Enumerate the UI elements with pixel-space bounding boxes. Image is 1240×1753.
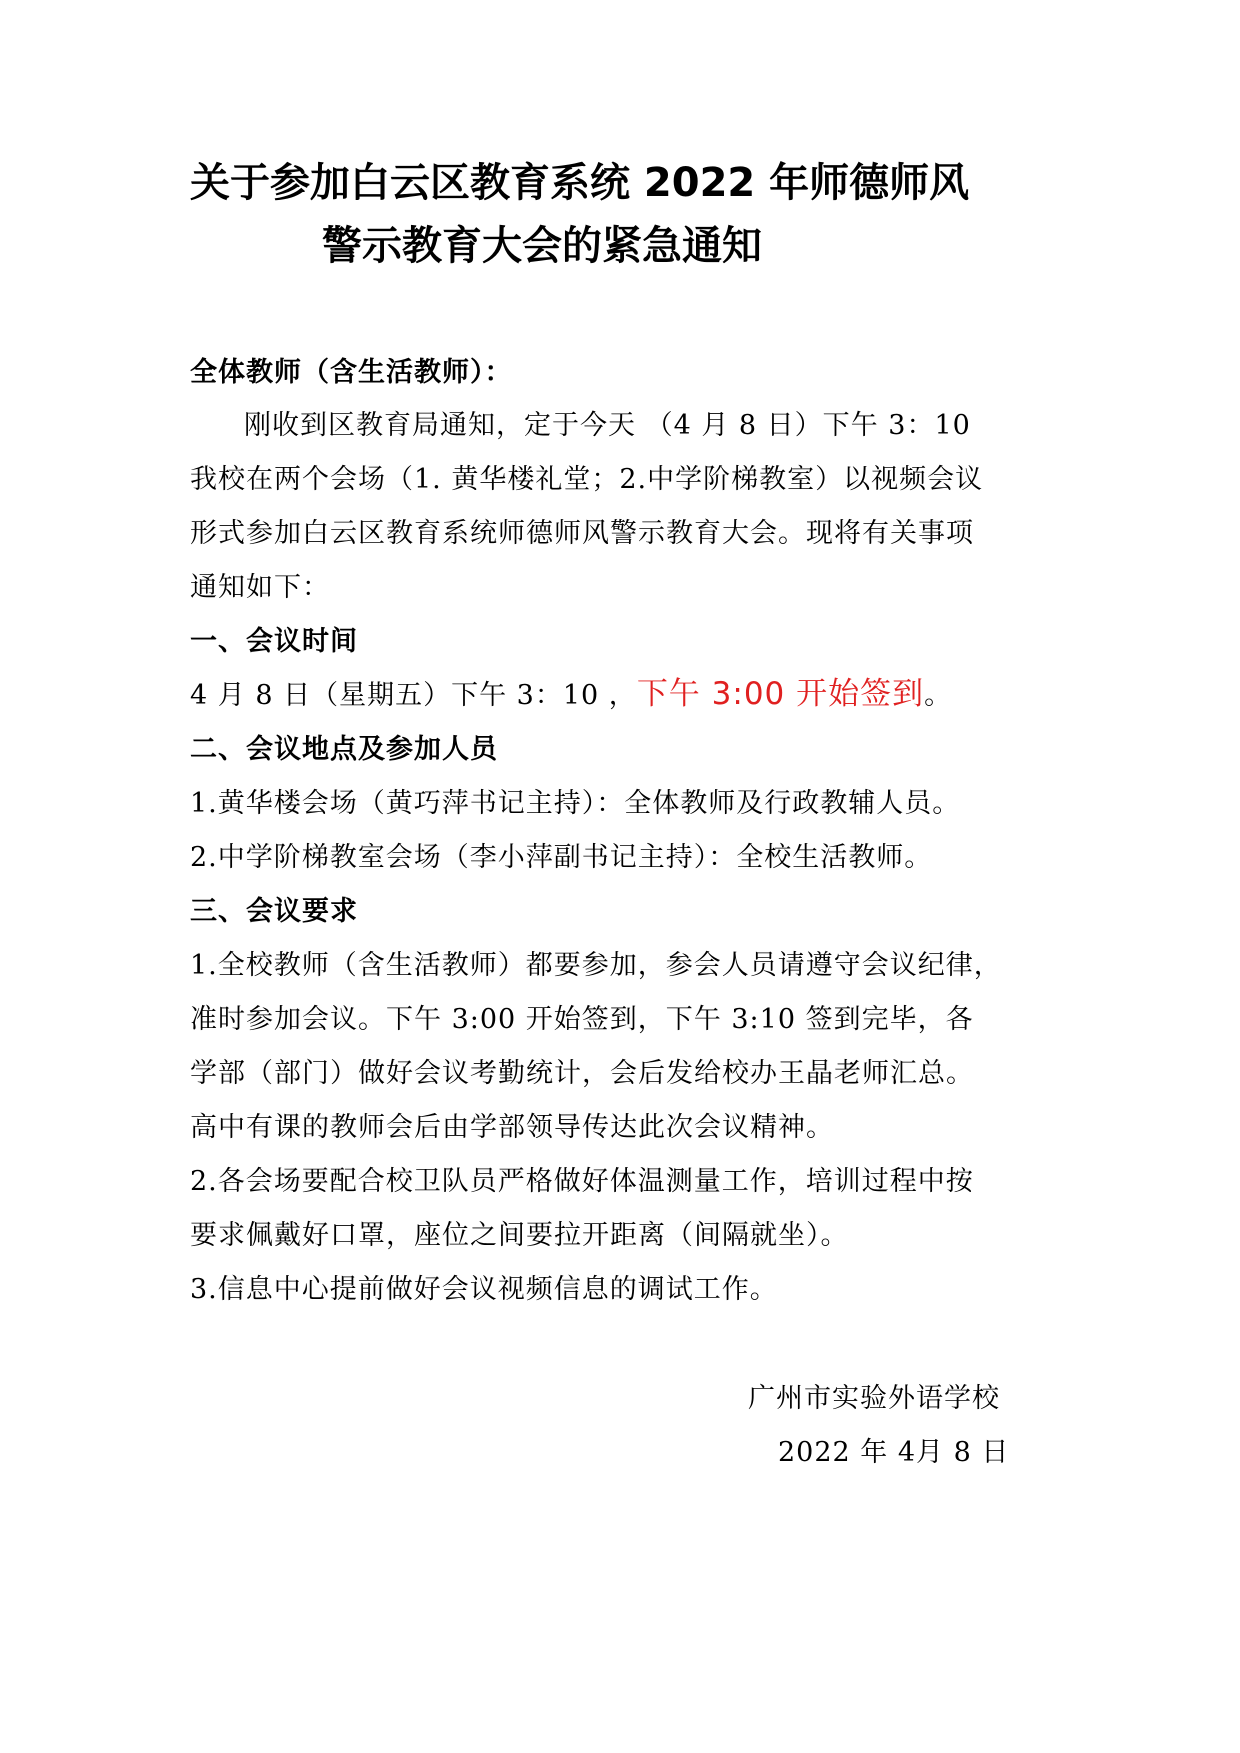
- section3-line-7: 3.信息中心提前做好会议视频信息的调试工作。: [190, 1274, 778, 1305]
- section3-line-6: 要求佩戴好口罩，座位之间要拉开距离（间隔就坐）。: [190, 1220, 849, 1251]
- section2-heading: 二、会议地点及参加人员: [190, 734, 498, 765]
- meeting-time-end: 。: [924, 680, 953, 711]
- section3-line-5: 2.各会场要配合校卫队员严格做好体温测量工作，培训过程中按: [190, 1166, 974, 1197]
- signature-org: 广州市实验外语学校: [748, 1383, 1000, 1414]
- intro-line-1: 刚收到区教育局通知，定于今天 （4 月 8 日）下午 3：10: [244, 410, 971, 441]
- section2-item-1: 1.黄华楼会场（黄巧萍书记主持）：全体教师及行政教辅人员。: [190, 788, 961, 819]
- document-title-line-2: 警示教育大会的紧急通知: [322, 223, 762, 269]
- document-title-line-1: 关于参加白云区教育系统 2022 年师德师风: [190, 160, 970, 206]
- section3-line-4: 高中有课的教师会后由学部领导传达此次会议精神。: [190, 1112, 834, 1143]
- intro-line-3: 形式参加白云区教育系统师德师风警示教育大会。现将有关事项: [190, 518, 974, 549]
- section1-text: [190, 676, 952, 714]
- section3-line-1: 1.全校教师（含生活教师）都要参加，参会人员请遵守会议纪律，: [190, 950, 1002, 981]
- intro-line-2: 我校在两个会场（1. 黄华楼礼堂；2.中学阶梯教室）以视频会议: [190, 464, 984, 495]
- meeting-time: 4 月 8 日（星期五）下午 3：10 ，: [190, 680, 637, 711]
- intro-line-4: 通知如下：: [190, 572, 330, 603]
- checkin-highlight: 下午 3:00 开始签到: [636, 676, 925, 712]
- section3-line-3: 学部（部门）做好会议考勤统计，会后发给校办王晶老师汇总。: [190, 1058, 974, 1089]
- section3-heading: 三、会议要求: [190, 896, 358, 927]
- section3-line-2: 准时参加会议。下午 3:00 开始签到，下午 3:10 签到完毕，各: [190, 1004, 974, 1035]
- section2-item-2: 2.中学阶梯教室会场（李小萍副书记主持）：全校生活教师。: [190, 842, 933, 873]
- section1-heading: 一、会议时间: [190, 626, 358, 657]
- signature-date: 2022 年 4月 8 日: [778, 1437, 1010, 1468]
- salutation: 全体教师（含生活教师）：: [190, 357, 513, 388]
